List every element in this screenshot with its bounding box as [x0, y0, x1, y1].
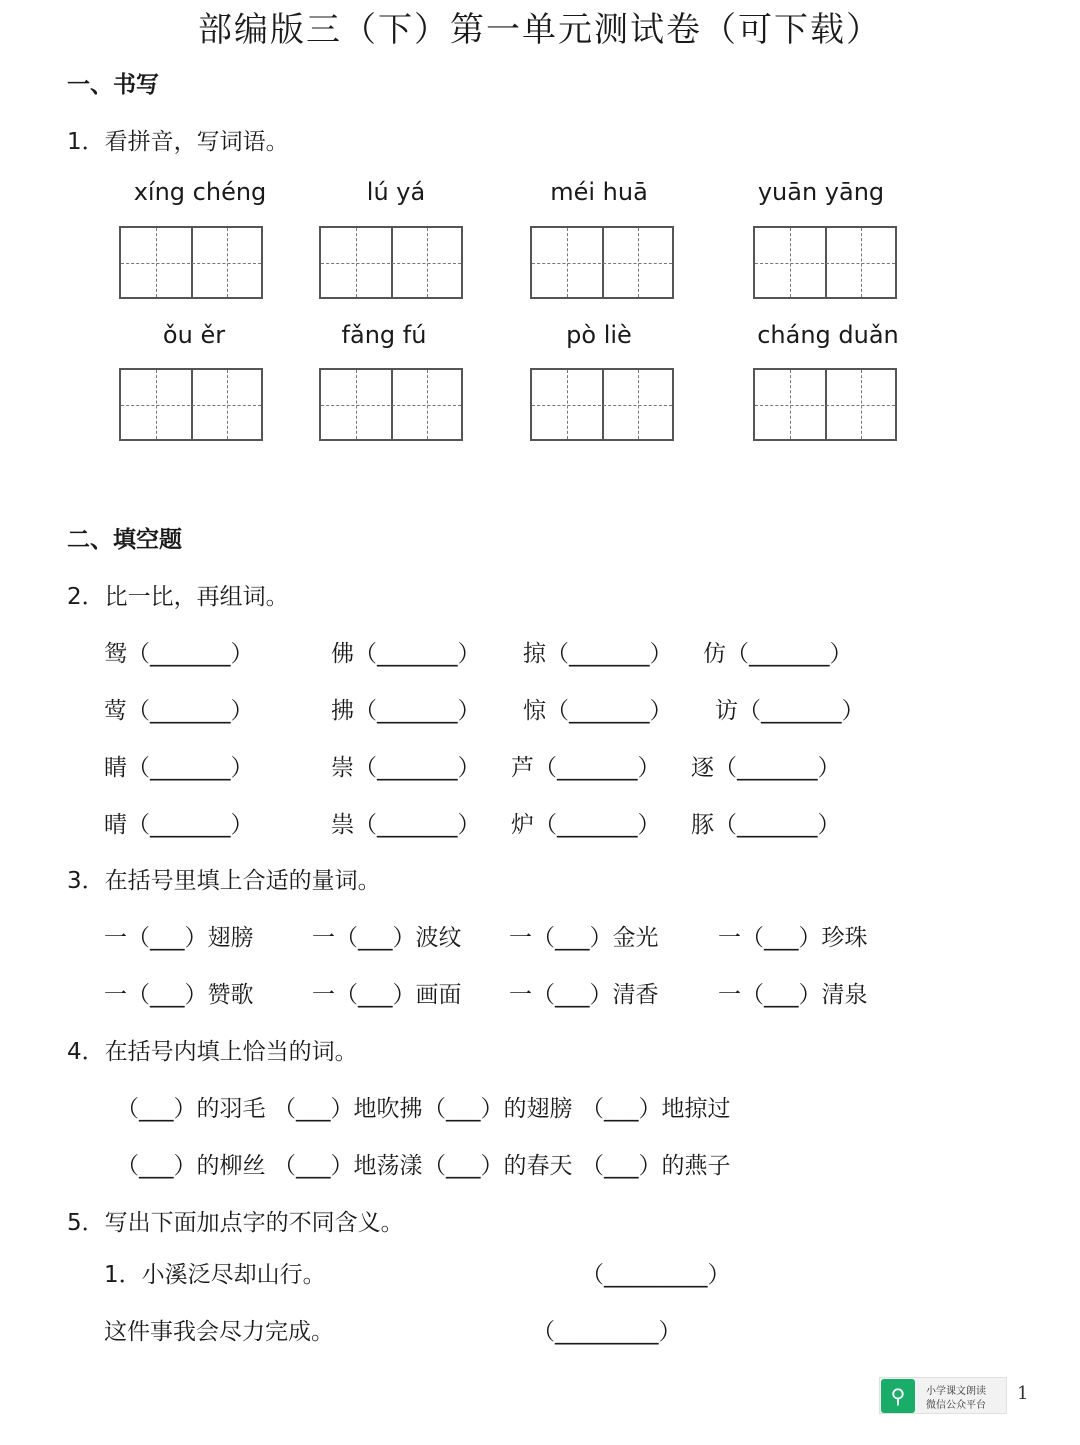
pinyin-label: cháng duǎn — [757, 321, 899, 349]
pinyin-label: lú yá — [366, 178, 426, 206]
measure-word-item: 一（___）金光 — [509, 925, 659, 951]
fill-word-item: （___）地荡漾 — [273, 1153, 423, 1179]
compare-word-item: 仿（_______） — [703, 641, 853, 667]
compare-word-item: 芦（_______） — [511, 755, 661, 781]
q5-sentence-2: 这件事我会尽力完成。 — [104, 1319, 334, 1345]
fill-word-item: （___）地吹拂 — [273, 1096, 423, 1122]
compare-word-item: 掠（_______） — [523, 641, 673, 667]
pinyin-label: pò liè — [566, 321, 632, 349]
page-title: 部编版三（下）第一单元测试卷（可下载） — [198, 10, 882, 50]
compare-word-item: 睛（_______） — [104, 755, 254, 781]
fill-word-item: （___）的翅膀 — [423, 1096, 573, 1122]
fill-word-item: （___）的柳丝 — [116, 1153, 266, 1179]
q5-answer-blank-1[interactable]: （_________） — [581, 1262, 731, 1288]
writing-grid[interactable] — [530, 226, 674, 299]
compare-word-item: 惊（_______） — [523, 698, 673, 724]
compare-word-item: 拂（_______） — [331, 698, 481, 724]
question-2-prompt: 2．比一比，再组词。 — [67, 584, 289, 610]
fill-word-item: （___）的羽毛 — [116, 1096, 266, 1122]
question-5-prompt: 5．写出下面加点字的不同含义。 — [67, 1210, 404, 1236]
compare-word-item: 逐（_______） — [691, 755, 841, 781]
compare-word-item: 崇（_______） — [331, 755, 481, 781]
pinyin-label: fǎng fú — [341, 321, 427, 349]
measure-word-item: 一（___）清泉 — [718, 982, 868, 1008]
compare-word-item: 佛（_______） — [331, 641, 481, 667]
compare-word-item: 祟（_______） — [331, 812, 481, 838]
q5-answer-blank-2[interactable]: （_________） — [532, 1319, 682, 1345]
compare-word-item: 莺（_______） — [104, 698, 254, 724]
compare-word-item: 访（_______） — [715, 698, 865, 724]
writing-grid[interactable] — [319, 226, 463, 299]
writing-grid[interactable] — [119, 368, 263, 441]
compare-word-item: 豚（_______） — [691, 812, 841, 838]
badge-label-1: 小学课文朗读 — [926, 1386, 986, 1397]
pinyin-label: yuān yāng — [757, 178, 885, 206]
writing-grid[interactable] — [319, 368, 463, 441]
question-4-prompt: 4．在括号内填上恰当的词。 — [67, 1039, 358, 1065]
measure-word-item: 一（___）波纹 — [312, 925, 462, 951]
fill-word-item: （___）的燕子 — [581, 1153, 731, 1179]
q5-sentence-1: 1．小溪泛尽却山行。 — [104, 1262, 326, 1288]
compare-word-item: 晴（_______） — [104, 812, 254, 838]
measure-word-item: 一（___）赞歌 — [104, 982, 254, 1008]
section-heading-fill-blank: 二、填空题 — [67, 527, 182, 553]
writing-grid[interactable] — [753, 226, 897, 299]
compare-word-item: 炉（_______） — [511, 812, 661, 838]
compare-word-item: 鸳（_______） — [104, 641, 254, 667]
measure-word-item: 一（___）翅膀 — [104, 925, 254, 951]
pinyin-label: méi huā — [550, 178, 648, 206]
writing-grid[interactable] — [530, 368, 674, 441]
page-number: 1 — [1017, 1383, 1029, 1404]
search-icon: ⚲ — [881, 1379, 915, 1413]
fill-word-item: （___）的春天 — [423, 1153, 573, 1179]
writing-grid[interactable] — [753, 368, 897, 441]
measure-word-item: 一（___）画面 — [312, 982, 462, 1008]
badge-label-2: 微信公众平台 — [926, 1400, 986, 1411]
section-heading-writing: 一、书写 — [67, 72, 159, 98]
pinyin-label: xíng chéng — [133, 178, 267, 206]
pinyin-label: ǒu ěr — [162, 321, 226, 349]
measure-word-item: 一（___）清香 — [509, 982, 659, 1008]
measure-word-item: 一（___）珍珠 — [718, 925, 868, 951]
fill-word-item: （___）地掠过 — [581, 1096, 731, 1122]
question-3-prompt: 3．在括号里填上合适的量词。 — [67, 868, 381, 894]
question-1-prompt: 1．看拼音，写词语。 — [67, 129, 289, 155]
writing-grid[interactable] — [119, 226, 263, 299]
